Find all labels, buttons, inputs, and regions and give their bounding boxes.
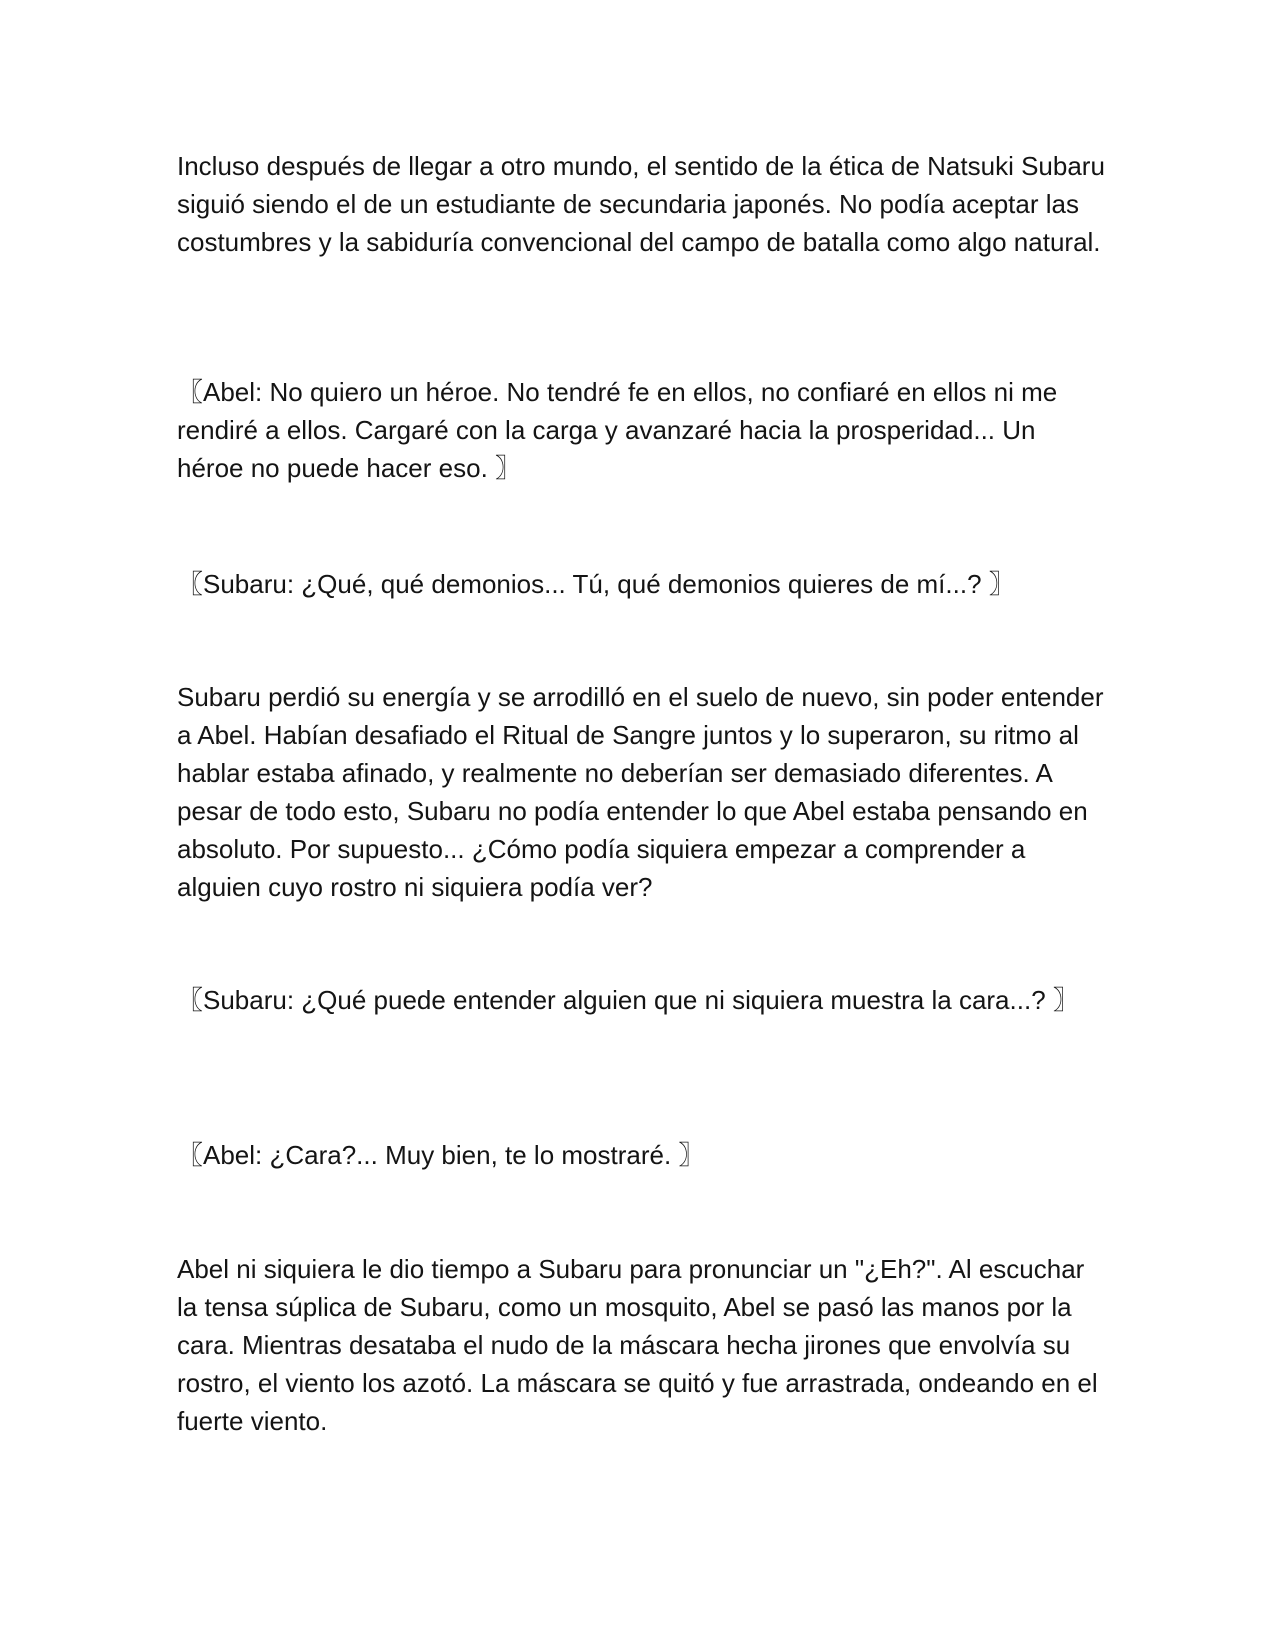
- dialogue-abel: 〖Abel: No quiero un héroe. No tendré fe en ellos, no confiaré en ellos ni me rendiré a ellos. Cargaré con la carga y avanzaré hacia la prosperidad... Un héroe no puede hacer eso. 〗: [177, 377, 1058, 483]
- narration-paragraph: Abel ni siquiera le dio tiempo a Subaru para pronunciar un "¿Eh?". Al escuchar la tensa súplica de Subaru, como un mosquito, Abel se pasó las manos por la cara. Mientras desataba el nudo de la máscara hecha jirones que envolvía su rostro, el viento los azotó. La máscara se quitó y fue arrastrada, ondeando en el fuerte viento.: [177, 1254, 1098, 1436]
- dialogue-abel: 〖Abel: ¿Cara?... Muy bien, te lo mostraré. 〗: [177, 1140, 705, 1170]
- dialogue-subaru: 〖Subaru: ¿Qué, qué demonios... Tú, qué demonios quieres de mí...? 〗: [177, 569, 1015, 599]
- narration-paragraph: Incluso después de llegar a otro mundo, el sentido de la ética de Natsuki Subaru siguió siendo el de un estudiante de secundaria japonés. No podía aceptar las costumbres y la sabiduría convencional del campo de batalla como algo natural.: [177, 151, 1105, 257]
- narration-paragraph: Subaru perdió su energía y se arrodilló en el suelo de nuevo, sin poder entender a Abel. Habían desafiado el Ritual de Sangre juntos y lo superaron, su ritmo al hablar estaba afinado, y realmente no deberían ser demasiado diferentes. A pesar de todo esto, Subaru no podía entender lo que Abel estaba pensando en absoluto. Por supuesto... ¿Cómo podía siquiera empezar a comprender a alguien cuyo rostro ni siquiera podía ver?: [177, 682, 1104, 902]
- dialogue-subaru: 〖Subaru: ¿Qué puede entender alguien que ni siquiera muestra la cara...? 〗: [177, 985, 1079, 1015]
